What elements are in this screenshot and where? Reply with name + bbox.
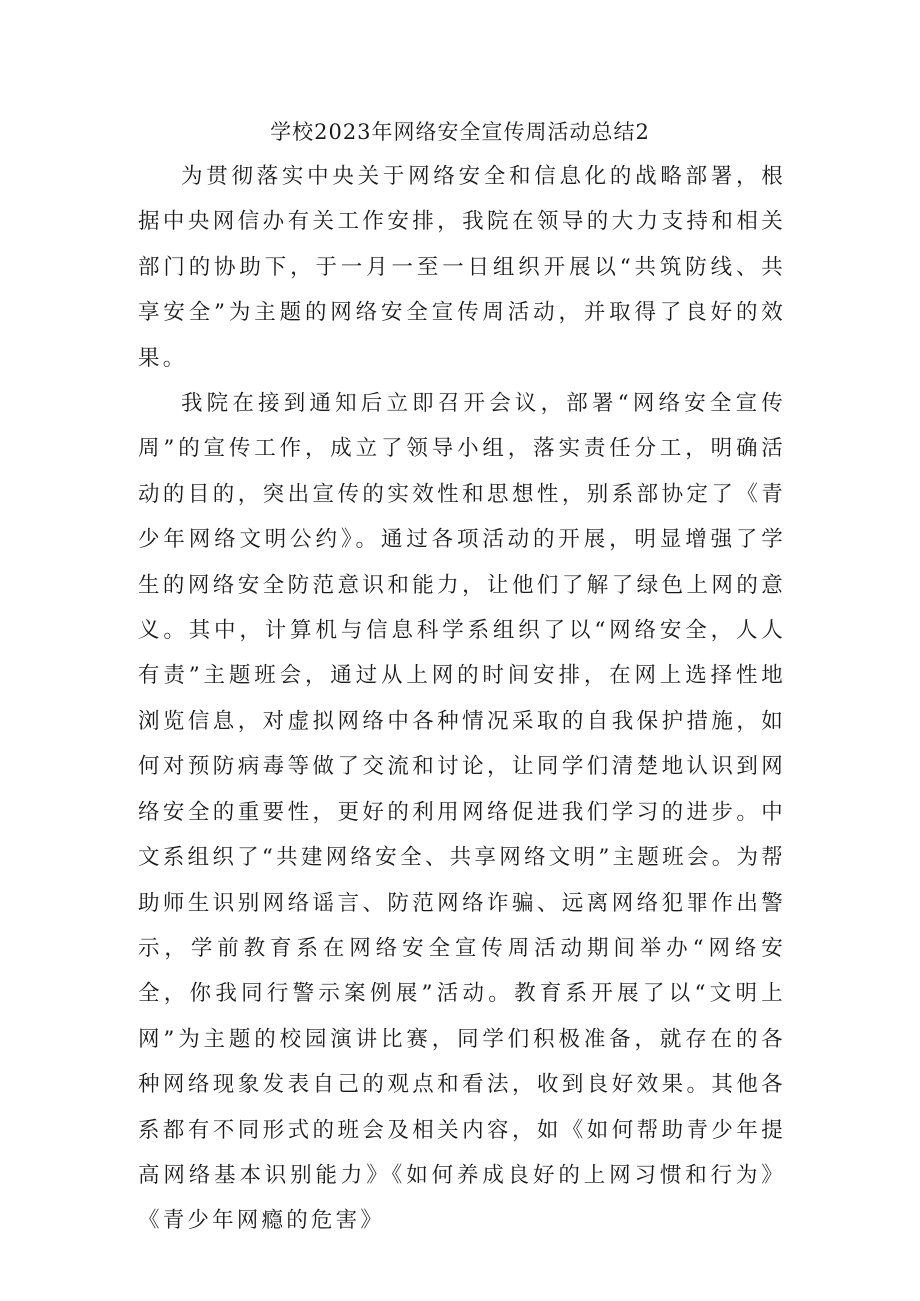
paragraph-intro: 为贯彻落实中央关于网络安全和信息化的战略部署，根据中央网信办有关工作安排，我院在领导的大力支持和相关部门的协助下，于一月一至一日组织开展以“共筑防线、共享安全”为主题的网络安全宣传周活动，并取得了良好的效果。	[138, 164, 786, 371]
document-title: 学校2023年网络安全宣传周活动总结2	[270, 120, 650, 144]
paragraph-activities: 我院在接到通知后立即召开会议，部署“网络安全宣传周”的宣传工作，成立了领导小组，落实责任分工，明确活动的目的，突出宣传的实效性和思想性，别系部协定了《青少年网络文明公约》。通过各项活动的开展，明显增强了学生的网络安全防范意识和能力，让他们了解了绿色上网的意义。其中，计算机与信息科学系组织了以“网络安全，人人有责”主题班会，通过从上网的时间安排，在网上选择性地浏览信息，对虚拟网络中各种情况采取的自我保护措施，如何对预防病毒等做了交流和讨论，让同学们清楚地认识到网络安全的重要性，更好的利用网络促进我们学习的进步。中文系组织了“共建网络安全、共享网络文明”主题班会。为帮助师生识别网络谣言、防范网络诈骗、远离网络犯罪作出警示，学前教育系在网络安全宣传周活动期间举办“网络安全，你我同行警示案例展”活动。教育系开展了以“文明上网”为主题的校园演讲比赛，同学们积极准备，就存在的各种网络现象发表自己的观点和看法，收到良好效果。其他各系都有不同形式的班会及相关内容，如《如何帮助青少年提高网络基本识别能力》《如何养成良好的上网习惯和行为》《青少年网瘾的危害》	[138, 391, 786, 1234]
document-body	[138, 154, 786, 1244]
